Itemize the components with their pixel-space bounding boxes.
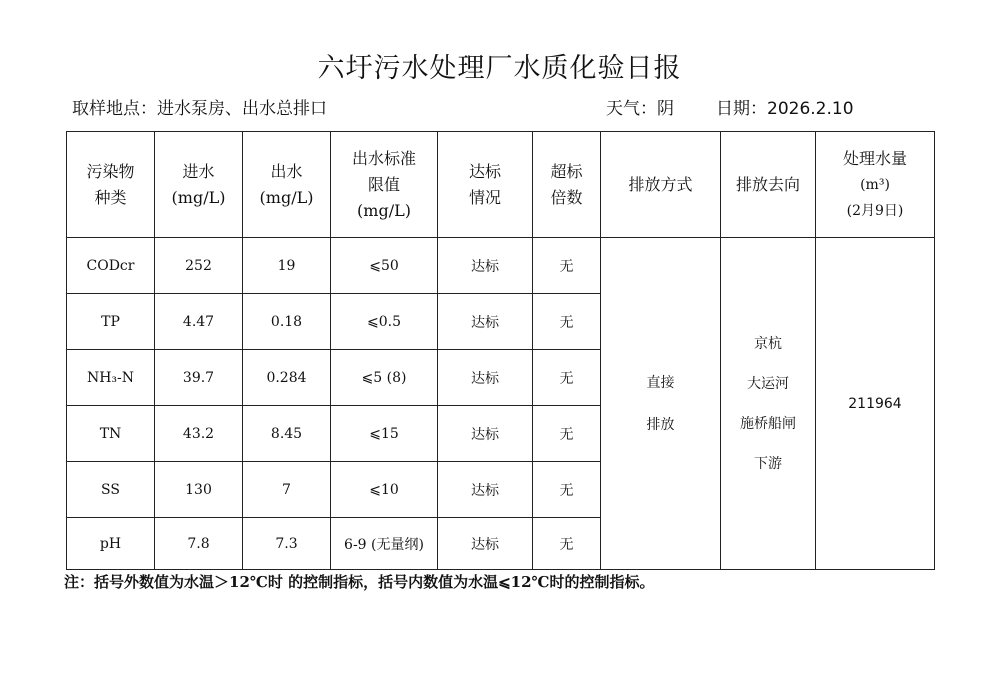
report-date: 日期：2026.2.10 (716, 99, 854, 119)
pollutant-name: NH₃-N (67, 350, 155, 406)
header-discharge-method: 排放方式 (601, 132, 721, 238)
table-row (67, 238, 935, 294)
sampling-location: 取样地点：进水泵房、出水总排口 (72, 99, 327, 119)
pollutant-name: CODcr (67, 238, 155, 294)
limit-value: ⩽5 (8) (331, 350, 438, 406)
header-limit: 出水标准 限值 (mg/L) (331, 132, 438, 238)
discharge-method-cell: 直接 排放 (601, 238, 721, 570)
treated-volume: 211964 (816, 238, 935, 570)
inflow-value: 4.47 (155, 294, 243, 350)
outflow-value: 7 (243, 462, 331, 518)
exceed-value: 无 (533, 350, 601, 406)
water-quality-table (66, 131, 935, 570)
pollutant-name: pH (67, 518, 155, 570)
status-value: 达标 (438, 462, 533, 518)
footnote: 注：括号外数值为水温＞12℃时 的控制指标，括号内数值为水温⩽12℃时的控制指标。 (64, 573, 655, 591)
exceed-value: 无 (533, 294, 601, 350)
limit-value: ⩽10 (331, 462, 438, 518)
header-outflow: 出水 (mg/L) (243, 132, 331, 238)
limit-value: ⩽50 (331, 238, 438, 294)
status-value: 达标 (438, 238, 533, 294)
limit-value: 6-9 (无量纲) (331, 518, 438, 570)
limit-value: ⩽0.5 (331, 294, 438, 350)
inflow-value: 39.7 (155, 350, 243, 406)
pollutant-name: SS (67, 462, 155, 518)
exceed-value: 无 (533, 238, 601, 294)
exceed-value: 无 (533, 462, 601, 518)
status-value: 达标 (438, 350, 533, 406)
status-value: 达标 (438, 518, 533, 570)
header-volume: 处理水量 (m³) (2月9日) (816, 132, 935, 238)
header-exceed: 超标 倍数 (533, 132, 601, 238)
header-pollutant: 污染物 种类 (67, 132, 155, 238)
pollutant-name: TP (67, 294, 155, 350)
status-value: 达标 (438, 294, 533, 350)
inflow-value: 130 (155, 462, 243, 518)
discharge-dest-cell: 京杭 大运河 施桥船闸 下游 (721, 238, 816, 570)
pollutant-name: TN (67, 406, 155, 462)
outflow-value: 0.18 (243, 294, 331, 350)
header-inflow: 进水 (mg/L) (155, 132, 243, 238)
exceed-value: 无 (533, 406, 601, 462)
status-value: 达标 (438, 406, 533, 462)
exceed-value: 无 (533, 518, 601, 570)
report-title: 六圩污水处理厂水质化验日报 (317, 53, 682, 84)
header-row (67, 132, 935, 238)
header-status: 达标 情况 (438, 132, 533, 238)
outflow-value: 0.284 (243, 350, 331, 406)
limit-value: ⩽15 (331, 406, 438, 462)
outflow-value: 8.45 (243, 406, 331, 462)
header-discharge-dest: 排放去向 (721, 132, 816, 238)
inflow-value: 252 (155, 238, 243, 294)
outflow-value: 19 (243, 238, 331, 294)
inflow-value: 43.2 (155, 406, 243, 462)
outflow-value: 7.3 (243, 518, 331, 570)
inflow-value: 7.8 (155, 518, 243, 570)
weather: 天气：阴 (606, 99, 674, 119)
